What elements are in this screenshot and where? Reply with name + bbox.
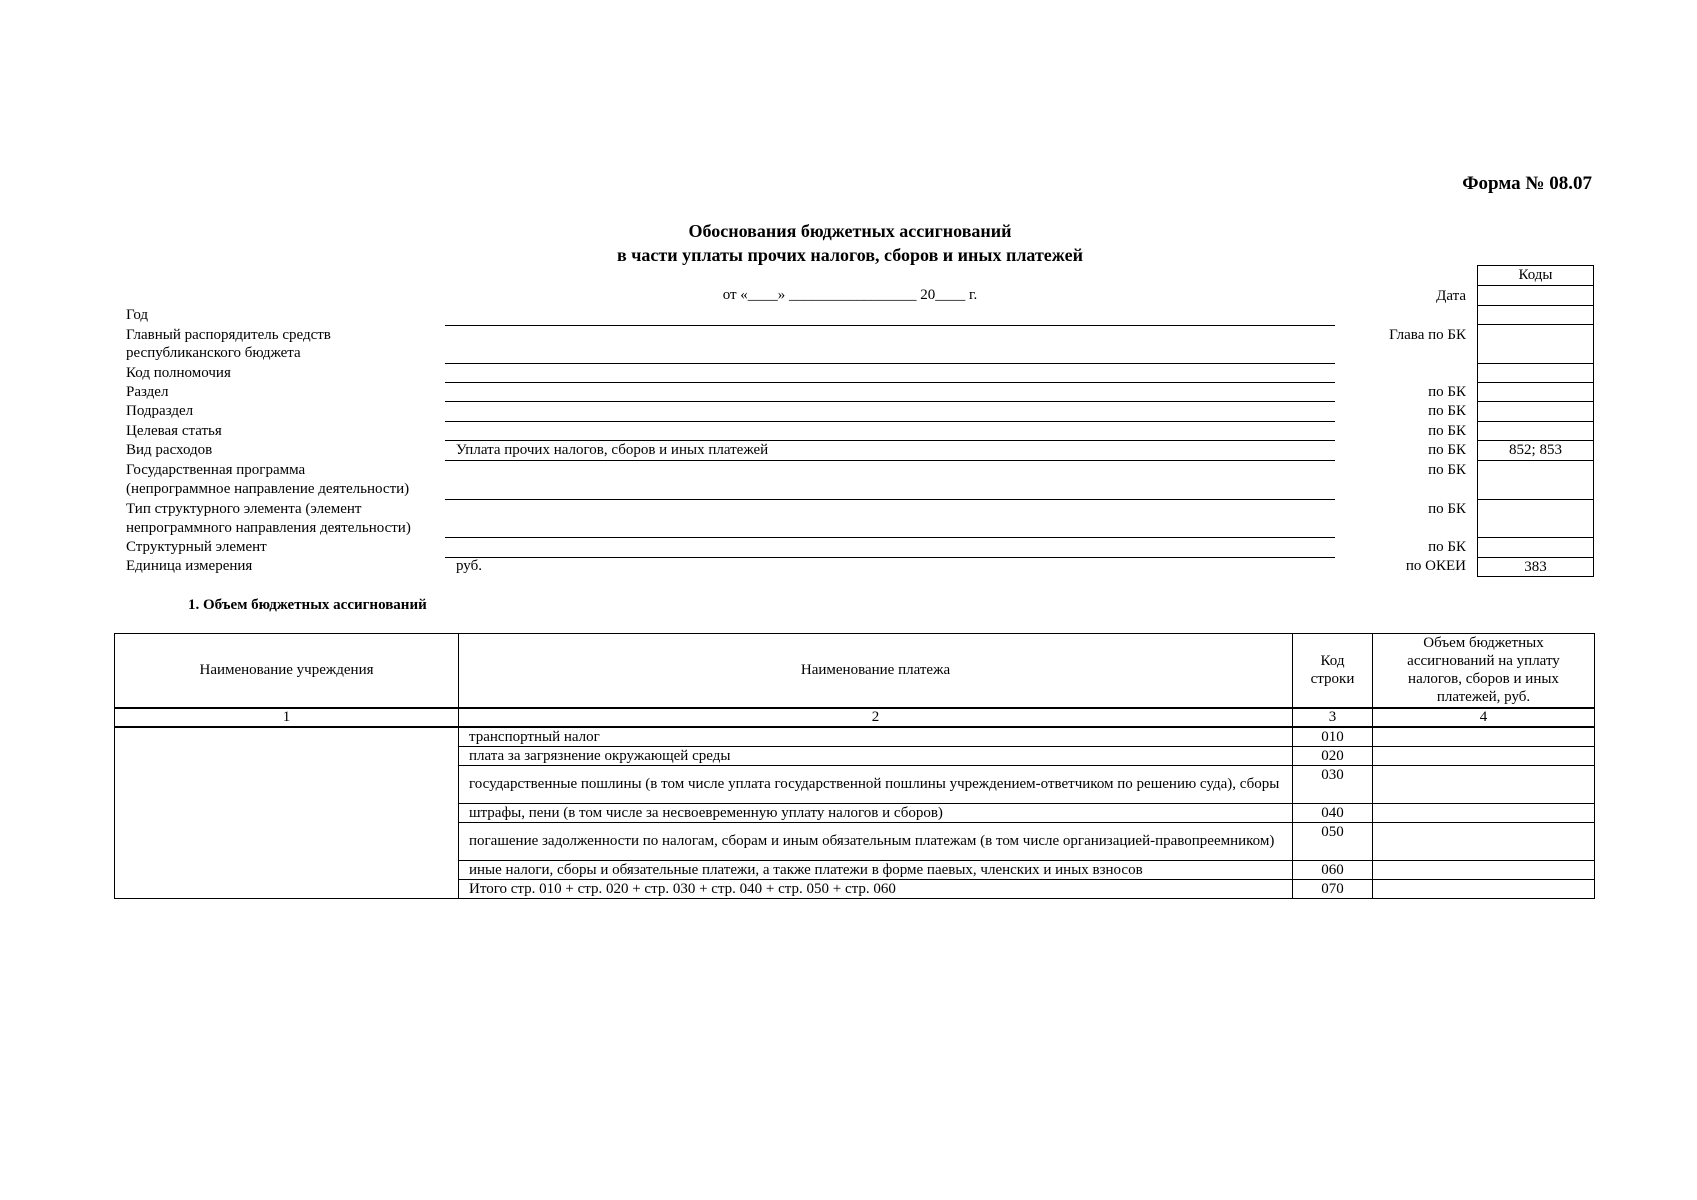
codes-header: Коды	[1478, 266, 1594, 286]
field-line-main-manager[interactable]	[445, 363, 1335, 364]
amount-cell[interactable]	[1373, 727, 1595, 747]
label-po-bk-section: по БК	[1428, 384, 1466, 400]
field-line-subsection[interactable]	[445, 421, 1335, 422]
table-row	[115, 727, 1595, 747]
payment-name: иные налоги, сборы и обязательные платежи, а также платежи в форме паевых, членских и иных взносов	[459, 860, 1293, 879]
header-row-code: Код строки	[1293, 634, 1373, 708]
code-element-type[interactable]	[1478, 500, 1594, 538]
payment-name: государственные пошлины (в том числе уплата государственной пошлины учреждением-ответчиком по решению суда), сборы	[459, 765, 1293, 803]
row-code: 040	[1293, 803, 1373, 822]
field-line-year[interactable]	[445, 325, 1335, 326]
label-unit: Единица измерения	[126, 558, 253, 574]
label-state-program-1: Государственная программа	[126, 462, 306, 478]
payment-name-total: Итого стр. 010 + стр. 020 + стр. 030 + стр. 040 + стр. 050 + стр. 060	[459, 879, 1293, 898]
code-year[interactable]	[1478, 306, 1594, 325]
institution-cell[interactable]	[115, 727, 459, 899]
row-code: 070	[1293, 879, 1373, 898]
row-code: 030	[1293, 765, 1373, 803]
label-po-bk-program: по БК	[1428, 462, 1466, 478]
code-chapter[interactable]	[1478, 325, 1594, 364]
label-structural-element: Структурный элемент	[126, 539, 267, 555]
form-number: Форма № 08.07	[1462, 173, 1592, 194]
col-number: 3	[1293, 708, 1373, 727]
label-year: Год	[126, 307, 149, 323]
header-payment-name: Наименование платежа	[459, 634, 1293, 708]
row-code: 020	[1293, 746, 1373, 765]
header-amount: Объем бюджетных ассигнований на уплату налогов, сборов и иных платежей, руб.	[1373, 634, 1595, 708]
amount-cell[interactable]	[1373, 860, 1595, 879]
payment-name: транспортный налог	[459, 727, 1293, 747]
amount-cell[interactable]	[1373, 803, 1595, 822]
field-line-element-type[interactable]	[445, 537, 1335, 538]
col-number: 4	[1373, 708, 1595, 727]
label-target-article: Целевая статья	[126, 423, 222, 439]
col-number: 1	[115, 708, 459, 727]
col-number: 2	[459, 708, 1293, 727]
code-okei[interactable]: 383	[1478, 558, 1594, 577]
label-po-bk-target: по БК	[1428, 423, 1466, 439]
field-line-structural-element[interactable]	[445, 557, 1335, 558]
field-line-authority-code[interactable]	[445, 382, 1335, 383]
label-element-type-2: непрограммного направления деятельности)	[126, 520, 411, 536]
label-po-bk-subsection: по БК	[1428, 403, 1466, 419]
amount-cell[interactable]	[1373, 746, 1595, 765]
label-expense-type: Вид расходов	[126, 442, 213, 458]
code-subsection[interactable]	[1478, 402, 1594, 422]
label-chapter-bk: Глава по БК	[1389, 327, 1466, 343]
row-code: 060	[1293, 860, 1373, 879]
payment-name: штрафы, пени (в том числе за несвоевременную уплату налогов и сборов)	[459, 803, 1293, 822]
label-po-bk-expense: по БК	[1428, 442, 1466, 458]
label-subsection: Подраздел	[126, 403, 194, 419]
code-program[interactable]	[1478, 461, 1594, 500]
label-state-program-2: (непрограммное направление деятельности)	[126, 481, 410, 497]
label-authority-code: Код полномочия	[126, 365, 231, 381]
label-po-okei: по ОКЕИ	[1405, 558, 1466, 574]
label-po-bk-element-type: по БК	[1428, 501, 1466, 517]
payment-name: плата за загрязнение окружающей среды	[459, 746, 1293, 765]
code-expense-type[interactable]: 852; 853	[1478, 441, 1594, 461]
section-title: 1. Объем бюджетных ассигнований	[188, 597, 427, 613]
field-line-state-program[interactable]	[445, 499, 1335, 500]
amount-cell[interactable]	[1373, 765, 1595, 803]
code-section[interactable]	[1478, 383, 1594, 402]
code-date[interactable]	[1478, 286, 1594, 306]
row-code: 050	[1293, 822, 1373, 860]
payment-name: погашение задолженности по налогам, сборам и иным обязательным платежам (в том числе организацией-правопреемником)	[459, 822, 1293, 860]
code-target[interactable]	[1478, 422, 1594, 441]
budget-table	[114, 633, 1595, 899]
amount-cell[interactable]	[1373, 822, 1595, 860]
field-line-section[interactable]	[445, 401, 1335, 402]
codes-table	[1477, 265, 1594, 577]
label-po-bk-structural: по БК	[1428, 539, 1466, 555]
amount-cell-total[interactable]	[1373, 879, 1595, 898]
label-main-manager-2: республиканского бюджета	[126, 345, 301, 361]
header-institution: Наименование учреждения	[115, 634, 459, 708]
label-main-manager-1: Главный распорядитель средств	[126, 327, 331, 343]
label-date: Дата	[1436, 288, 1466, 304]
code-authority[interactable]	[1478, 364, 1594, 383]
field-line-expense-type[interactable]	[445, 460, 1335, 461]
date-line: от «____» _________________ 20____ г.	[722, 287, 978, 303]
label-element-type-1: Тип структурного элемента (элемент	[126, 501, 362, 517]
document-title: Обоснования бюджетных ассигнований	[688, 221, 1012, 241]
unit-value: руб.	[456, 558, 482, 574]
document-subtitle: в части уплаты прочих налогов, сборов и иных платежей	[617, 245, 1083, 265]
expense-type-value: Уплата прочих налогов, сборов и иных платежей	[456, 442, 769, 458]
code-structural[interactable]	[1478, 538, 1594, 558]
label-section: Раздел	[126, 384, 169, 400]
row-code: 010	[1293, 727, 1373, 747]
